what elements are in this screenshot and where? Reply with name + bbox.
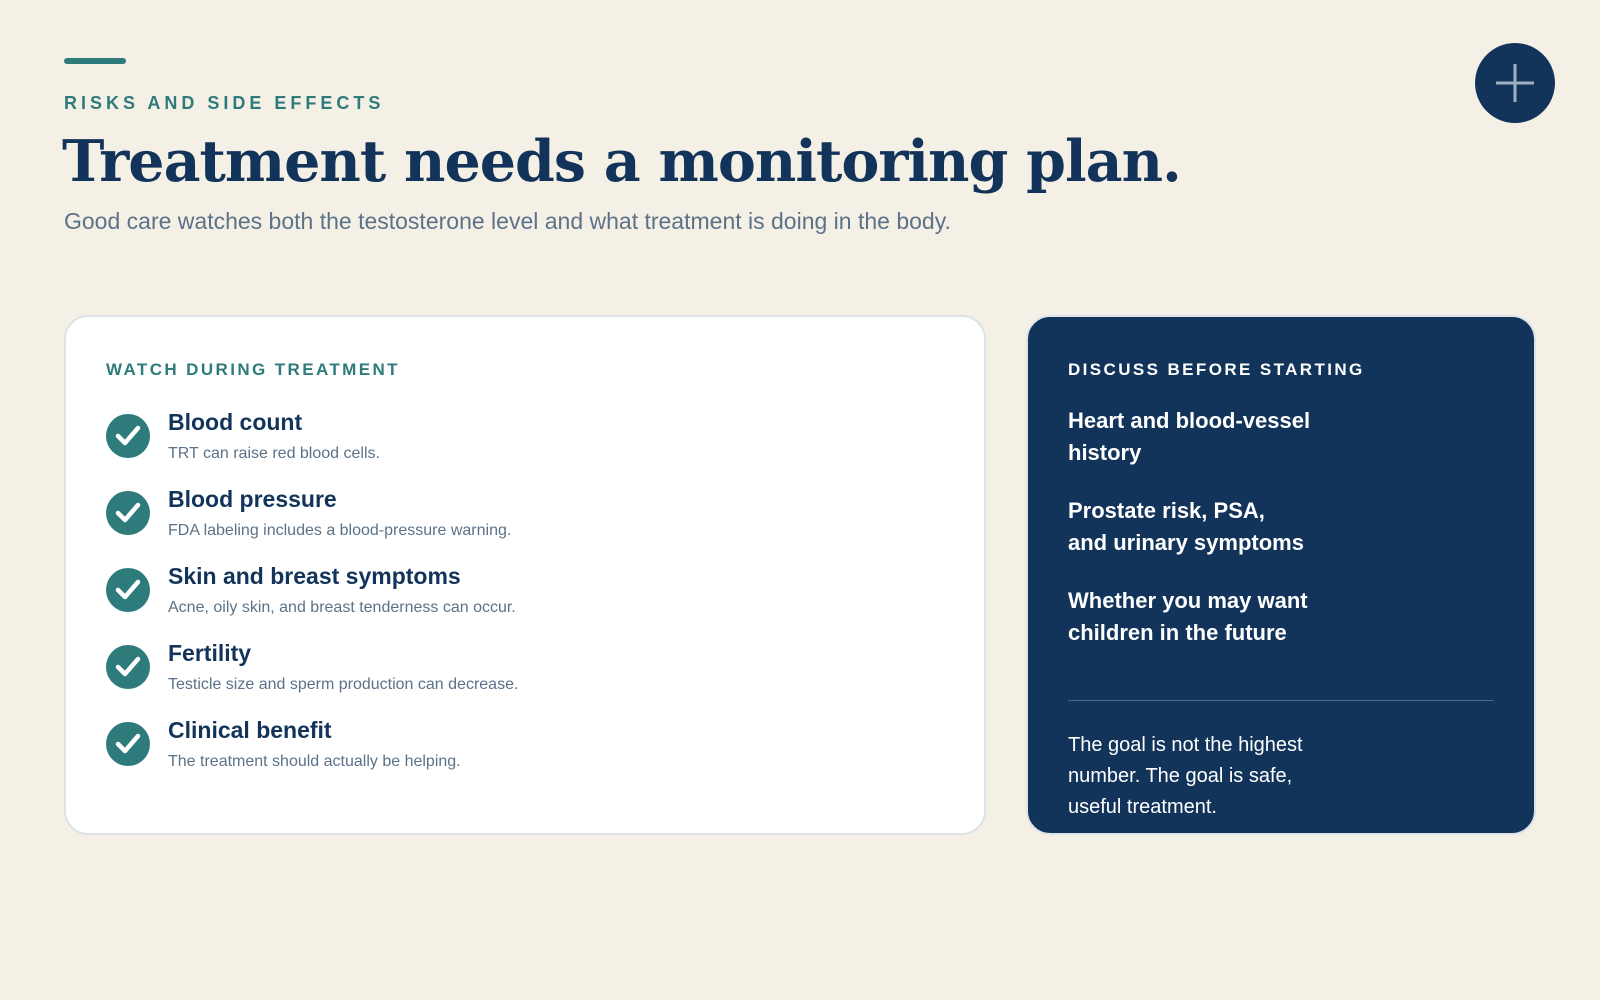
watch-item-title: Fertility <box>168 640 252 666</box>
watch-item-desc: TRT can raise red blood cells. <box>168 445 380 462</box>
watch-item-title: Skin and breast symptoms <box>168 563 461 589</box>
watch-item-fertility <box>106 639 944 716</box>
watch-item-desc: Acne, oily skin, and breast tenderness can occur. <box>168 599 516 616</box>
accent-bar <box>64 58 126 64</box>
discuss-item: Heart and blood-vessel history <box>1068 408 1311 465</box>
goal-statement: The goal is not the highest number. The goal is safe, useful treatment. <box>1068 734 1303 818</box>
check-circle-icon <box>106 414 150 458</box>
watch-item-text <box>168 485 511 541</box>
watch-card-label: WATCH DURING TREATMENT <box>106 360 400 379</box>
watch-item-text <box>168 716 461 772</box>
discuss-list <box>1068 405 1494 649</box>
check-circle-icon <box>106 645 150 689</box>
add-button[interactable] <box>1475 43 1555 123</box>
watch-item-desc: FDA labeling includes a blood-pressure warning. <box>168 522 512 539</box>
page-title: Treatment needs a monitoring plan. <box>62 128 1181 195</box>
divider <box>1068 700 1494 701</box>
watch-item-title: Blood count <box>168 409 303 435</box>
watch-item-text <box>168 562 516 618</box>
watch-item-desc: Testicle size and sperm production can decrease. <box>168 676 519 693</box>
watch-item-text <box>168 408 380 464</box>
discuss-item: Prostate risk, PSA, and urinary symptoms <box>1068 498 1304 555</box>
watch-item-title: Blood pressure <box>168 486 337 512</box>
watch-item-clinical-benefit <box>106 716 944 793</box>
check-circle-icon <box>106 568 150 612</box>
section-eyebrow: RISKS AND SIDE EFFECTS <box>64 93 385 113</box>
watch-card <box>64 315 986 835</box>
plus-icon <box>1494 62 1536 104</box>
watch-item-skin-breast <box>106 562 944 639</box>
discuss-card <box>1026 315 1536 835</box>
page-subtitle: Good care watches both the testosterone level and what treatment is doing in the body. <box>64 208 951 234</box>
watch-item-blood-count <box>106 408 944 485</box>
watch-item-blood-pressure <box>106 485 944 562</box>
watch-item-text <box>168 639 518 695</box>
watch-list <box>106 408 944 793</box>
discuss-item: Whether you may want children in the future <box>1068 588 1308 645</box>
check-circle-icon <box>106 722 150 766</box>
watch-item-title: Clinical benefit <box>168 717 332 743</box>
watch-item-desc: The treatment should actually be helping. <box>168 753 461 770</box>
check-circle-icon <box>106 491 150 535</box>
discuss-card-label: DISCUSS BEFORE STARTING <box>1068 360 1365 379</box>
